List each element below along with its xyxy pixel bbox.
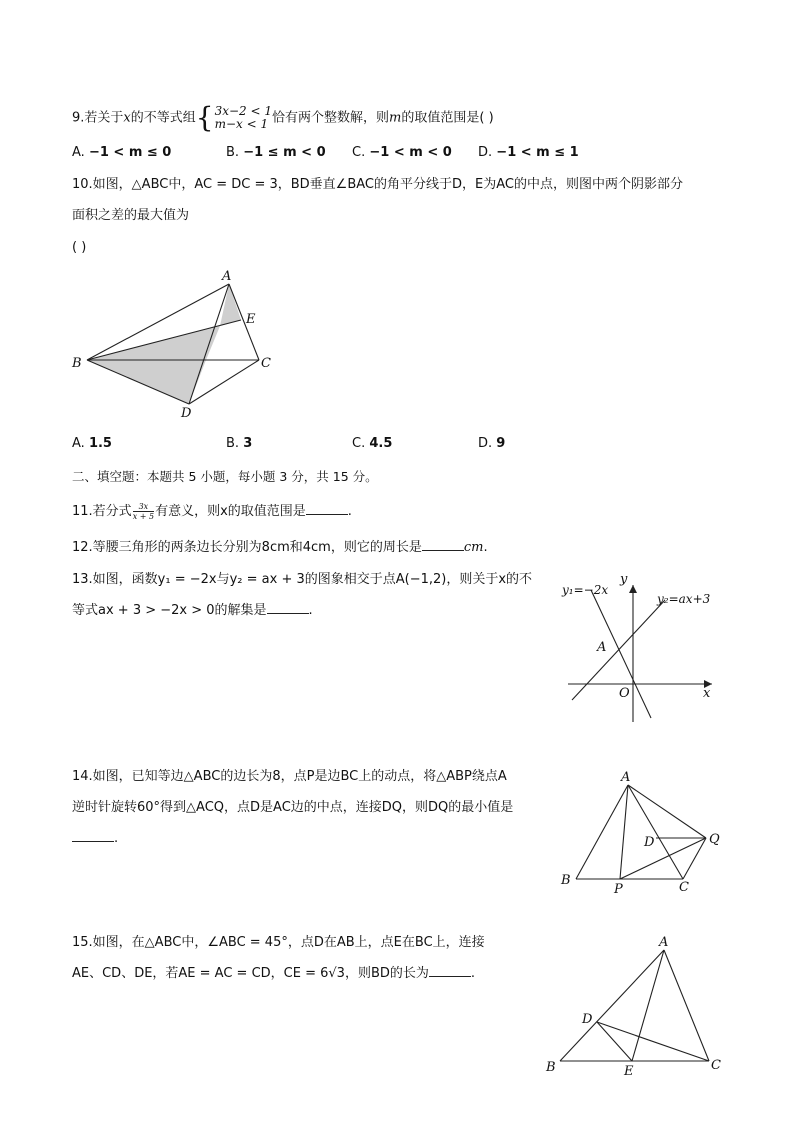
q11-answer-blank[interactable] (306, 502, 348, 515)
q13-label-y1: y₁=−2x (562, 583, 609, 597)
option-label: B. (226, 436, 240, 451)
q11-end: . (347, 504, 352, 519)
option-value: 3 (243, 436, 253, 451)
q14-line2: 逆时针旋转60°得到△ACQ，点D是AC边的中点，连接DQ，则DQ的最小值是 (72, 800, 514, 815)
q11-fraction (133, 502, 154, 521)
q14-answer-blank[interactable] (72, 829, 114, 842)
q14-seg-ac (628, 785, 683, 879)
q15-seg-ac (664, 950, 709, 1061)
q13-line2 (72, 601, 313, 621)
q14-seg-ap (620, 785, 628, 879)
option-label: D. (478, 145, 493, 160)
q13-label-y-axis: y (620, 572, 628, 587)
option-label: B. (226, 145, 240, 160)
q9-row2: m−x < 1 (214, 117, 269, 131)
q11-prefix: 11.若分式 (72, 504, 132, 519)
q12-text: 12.等腰三角形的两条边长分别为8cm和4cm，则它的周长是 (72, 540, 422, 555)
q13-y-arrow (629, 585, 637, 593)
q14-label-c: C (679, 880, 689, 895)
q11-numerator: 3x (133, 502, 154, 512)
q15-line2 (72, 964, 475, 984)
q10-label-d: D (181, 406, 192, 421)
q9-after: 恰有两个整数解，则 (272, 110, 390, 126)
q10-option-a[interactable] (72, 434, 112, 454)
q15-answer-blank[interactable] (429, 964, 471, 977)
option-value: −1 ≤ m < 0 (243, 145, 326, 160)
q15-label-e: E (624, 1064, 634, 1079)
q9-tail: 的取值范围是( ) (401, 110, 494, 126)
q10-option-d[interactable] (478, 434, 505, 454)
q15-end: . (470, 966, 476, 981)
q14-line3 (72, 829, 118, 849)
q12-unit: cm (463, 540, 484, 555)
q13-line2-text: 等式ax + 3 > −2x > 0的解集是 (72, 603, 267, 618)
q14-label-p: P (614, 882, 623, 897)
q9-var-x: x (123, 110, 131, 126)
q9-prefix: 9.若关于 (72, 110, 124, 126)
q13-answer-blank[interactable] (267, 601, 309, 614)
q15-label-c: C (711, 1058, 721, 1073)
option-label: C. (352, 145, 366, 160)
q14-seg-aq (628, 785, 706, 838)
section-heading: 二、填空题：本题共 5 小题，每小题 3 分，共 15 分。 (72, 469, 378, 484)
q11-stem (72, 502, 352, 522)
q9-mid: 的不等式组 (130, 110, 196, 126)
option-label: A. (72, 436, 85, 451)
option-value: −1 < m < 0 (369, 145, 452, 160)
q14-label-q: Q (709, 832, 720, 847)
option-label: D. (478, 436, 493, 451)
q10-paren: ( ) (72, 240, 87, 255)
q9-row1: 3x−2 < 1 (214, 104, 273, 118)
q13-line-y2 (572, 600, 665, 700)
q13-label-x-axis: x (703, 686, 711, 701)
q15-line2-text: AE、CD、DE，若AE = AC = CD，CE = 6√3，则BD的长为 (72, 966, 429, 981)
q14-line1: 14.如图，已知等边△ABC的边长为8，点P是边BC上的动点，将△ABP绕点A (72, 769, 507, 784)
q14-label-b: B (561, 873, 571, 888)
q15-label-d: D (582, 1012, 593, 1027)
option-label: C. (352, 436, 366, 451)
option-value: 1.5 (88, 436, 112, 451)
q14-end: . (114, 831, 119, 846)
q13-end: . (308, 603, 313, 618)
option-label: A. (72, 145, 85, 160)
q10-label-b: B (72, 356, 82, 371)
option-value: 9 (496, 436, 506, 451)
q10-label-a: A (222, 269, 232, 284)
option-value: −1 < m ≤ 0 (88, 145, 172, 160)
q15-label-a: A (659, 935, 669, 950)
q14-seg-cq (683, 838, 706, 879)
q9-var-m: m (389, 110, 402, 126)
q12-end: . (483, 540, 488, 555)
q14-label-d: D (644, 835, 655, 850)
q10-label-c: C (261, 356, 271, 371)
q13-label-point-a: A (597, 640, 607, 655)
q15-line1: 15.如图，在△ABC中，∠ABC = 45°，点D在AB上，点E在BC上，连接 (72, 935, 485, 950)
q9-inequality-system: { 3x−2 < 1 m−x < 1 (195, 101, 273, 134)
q14-seg-ab (576, 785, 628, 879)
q14-label-a: A (621, 770, 631, 785)
q10-line1: 10.如图，△ABC中，AC = DC = 3，BD垂直∠BAC的角平分线于D，E为AC的中点，则图中两个阴影部分 (72, 177, 683, 192)
q10-option-c[interactable] (352, 434, 392, 454)
q13-label-y2: y₂=ax+3 (657, 592, 711, 606)
option-value: −1 < m ≤ 1 (496, 145, 579, 160)
q15-label-b: B (546, 1060, 556, 1075)
q12-stem (72, 538, 488, 558)
q11-tail: 有意义，则x的取值范围是 (155, 504, 306, 519)
q10-line2: 面积之差的最大值为 (72, 208, 190, 223)
q10-shade-2 (87, 360, 206, 404)
q12-answer-blank[interactable] (422, 538, 464, 551)
q13-line1: 13.如图，函数y₁ = −2x与y₂ = ax + 3的图象相交于点A(−1,2)，则关于x的不 (72, 572, 533, 587)
option-value: 4.5 (369, 436, 393, 451)
q11-denominator: x + 5 (132, 512, 155, 521)
q10-option-b[interactable] (226, 434, 252, 454)
q13-label-origin: O (619, 686, 630, 701)
q10-label-e: E (246, 312, 256, 327)
